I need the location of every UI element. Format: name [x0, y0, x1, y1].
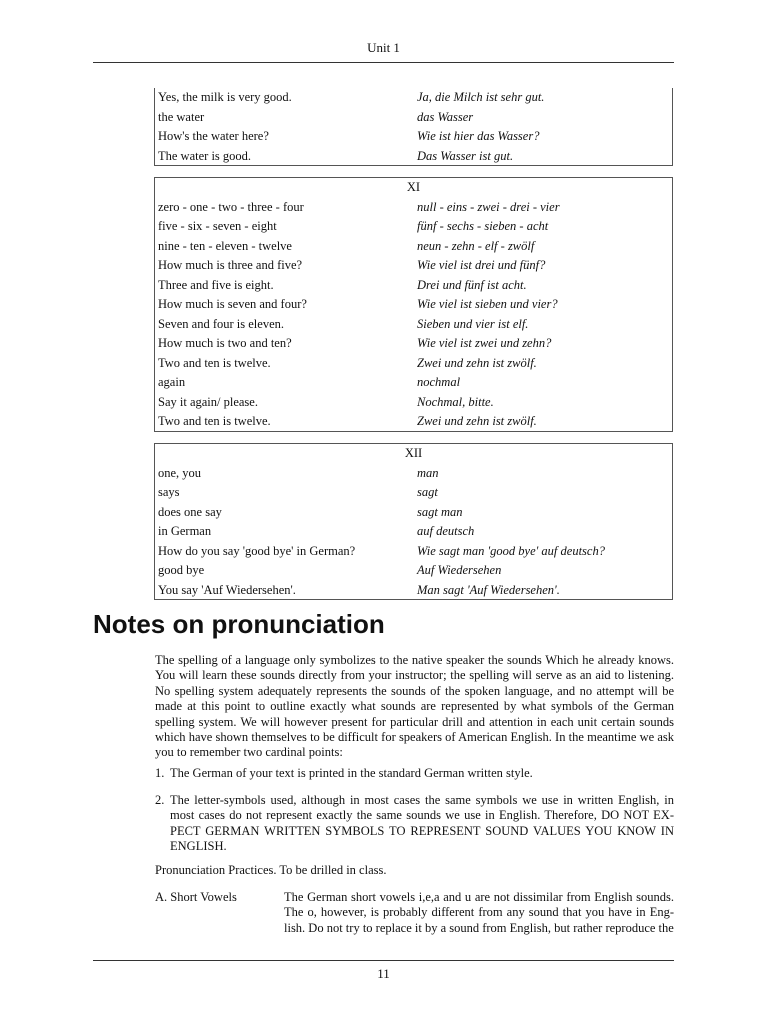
- english-phrase: How much is seven and four?: [158, 297, 307, 311]
- english-phrase: Say it again/ please.: [158, 394, 258, 409]
- running-header: [93, 40, 674, 63]
- vocab-table-xii: [154, 443, 673, 600]
- german-phrase: Wie viel ist sieben und vier?: [417, 297, 558, 311]
- german-phrase: Man sagt 'Auf Wiedersehen'.: [417, 582, 560, 597]
- german-phrase: sagt man: [417, 504, 463, 519]
- vocab-row: [155, 464, 672, 484]
- vocab-row: [155, 483, 672, 503]
- section-heading: Notes on pronunciation: [93, 609, 385, 639]
- german-phrase: fünf - sechs - sieben - acht: [417, 219, 549, 233]
- practice-note: Pronunciation Practices. To be drilled in class.: [155, 863, 387, 877]
- english-phrase: How much is three and five?: [158, 258, 303, 272]
- german-phrase: auf deutsch: [417, 524, 475, 538]
- list-text: The German of your text is printed in the standard German written style.: [170, 766, 533, 780]
- vocab-table-xi: [154, 177, 673, 432]
- german-phrase: Wie viel ist zwei und zehn?: [417, 336, 552, 350]
- english-phrase: The water is good.: [158, 148, 252, 163]
- english-phrase: five - six - seven - eight: [158, 219, 277, 233]
- english-phrase: How do you say 'good bye' in German?: [158, 543, 356, 558]
- list-number: 1.: [155, 766, 165, 780]
- vocab-row: [155, 522, 672, 542]
- page-number: 11: [377, 966, 390, 981]
- german-phrase: nochmal: [417, 375, 461, 389]
- german-phrase: Wie ist hier das Wasser?: [417, 129, 540, 143]
- list-number: 2.: [155, 793, 165, 807]
- german-phrase: Zwei und zehn ist zwölf.: [417, 414, 537, 428]
- vocab-row: [155, 503, 672, 523]
- vocab-row: [155, 393, 672, 413]
- german-phrase: sagt: [417, 485, 438, 499]
- vocab-row: [155, 412, 672, 432]
- english-phrase: Three and five is eight.: [158, 277, 274, 292]
- intro-paragraph: The spelling of a language only symbolizes to the native speaker the sounds Which he already knows. You will learn these sounds directly from your instructor; the spelling will serve as an aid to listening. No spelling system adequately represents the sounds of the spoken language, and no attempt will be made at this point to outline exactly what sounds are represented by what symbols of the German spelling system. We will however present for particular drill and attention in each unit certain sounds which have shown themselves to be difficult for speakers of American English. In the meantime we ask you to remember two cardinal points:: [155, 653, 674, 760]
- vocab-row: [155, 581, 672, 601]
- section-number: XI: [406, 180, 421, 194]
- vocab-row: [155, 276, 672, 296]
- vocab-row: [155, 334, 672, 354]
- vocab-row: [155, 295, 672, 315]
- section-number: XII: [404, 446, 423, 460]
- english-phrase: one, you: [158, 465, 202, 480]
- vocab-row: [155, 217, 672, 237]
- english-phrase: How much is two and ten?: [158, 336, 292, 350]
- german-phrase: Nochmal, bitte.: [417, 394, 494, 409]
- german-phrase: neun - zehn - elf - zwölf: [417, 238, 535, 253]
- vocab-row: [155, 315, 672, 335]
- english-phrase: Seven and four is eleven.: [158, 316, 285, 331]
- short-vowels-text: The German short vowels i,e,a and u are not dissimilar from English sounds. The o, however, is probably different from any sound that you have in Eng- lish. Do not try to replace it by a sound from English, but rather reproduce the: [284, 890, 674, 935]
- english-phrase: good bye: [158, 563, 205, 577]
- german-phrase: Wie sagt man 'good bye' auf deutsch?: [417, 543, 605, 558]
- english-phrase: the water: [158, 109, 205, 124]
- german-phrase: null - eins - zwei - drei - vier: [417, 199, 560, 214]
- unit-label: Unit 1: [367, 40, 400, 55]
- vocab-table-continued: [154, 88, 673, 166]
- english-phrase: Two and ten is twelve.: [158, 355, 271, 370]
- vocab-row: [155, 373, 672, 393]
- vocab-row: [155, 88, 672, 108]
- english-phrase: zero - one - two - three - four: [158, 199, 304, 214]
- german-phrase: Sieben und vier ist elf.: [417, 316, 529, 331]
- english-phrase: Two and ten is twelve.: [158, 414, 271, 428]
- vocab-row: [155, 127, 672, 147]
- english-phrase: Yes, the milk is very good.: [158, 90, 292, 104]
- vocab-row: [155, 147, 672, 167]
- english-phrase: nine - ten - eleven - twelve: [158, 238, 292, 253]
- vocab-row: [155, 256, 672, 276]
- german-phrase: man: [417, 465, 439, 480]
- german-phrase: Wie viel ist drei und fünf?: [417, 258, 546, 272]
- german-phrase: Auf Wiedersehen: [417, 563, 502, 577]
- short-vowels-label: A. Short Vowels: [155, 890, 237, 904]
- running-footer: [93, 960, 674, 982]
- english-phrase: again: [158, 375, 186, 389]
- english-phrase: You say 'Auf Wiedersehen'.: [158, 582, 296, 597]
- english-phrase: says: [158, 485, 180, 499]
- vocab-row: [155, 561, 672, 581]
- list-text: The letter-symbols used, although in most cases the same symbols we use in written English, in most cases do not represent exactly the same sounds we use in English. Therefore, DO NOT EX- PECT GERMAN WRITTEN SYMBOLS TO REPRESENT SOUND VALUES YOU KNOW IN ENGLISH.: [170, 793, 674, 854]
- vocab-row: [155, 542, 672, 562]
- vocab-row: [155, 198, 672, 218]
- english-phrase: does one say: [158, 504, 222, 519]
- vocab-row: [155, 108, 672, 128]
- vocab-row: [155, 237, 672, 257]
- english-phrase: How's the water here?: [158, 129, 269, 143]
- german-phrase: Zwei und zehn ist zwölf.: [417, 355, 537, 370]
- german-phrase: Drei und fünf ist acht.: [417, 277, 527, 292]
- german-phrase: Ja, die Milch ist sehr gut.: [417, 90, 545, 104]
- german-phrase: Das Wasser ist gut.: [417, 148, 514, 163]
- english-phrase: in German: [158, 524, 212, 538]
- german-phrase: das Wasser: [417, 109, 474, 124]
- vocab-row: [155, 354, 672, 374]
